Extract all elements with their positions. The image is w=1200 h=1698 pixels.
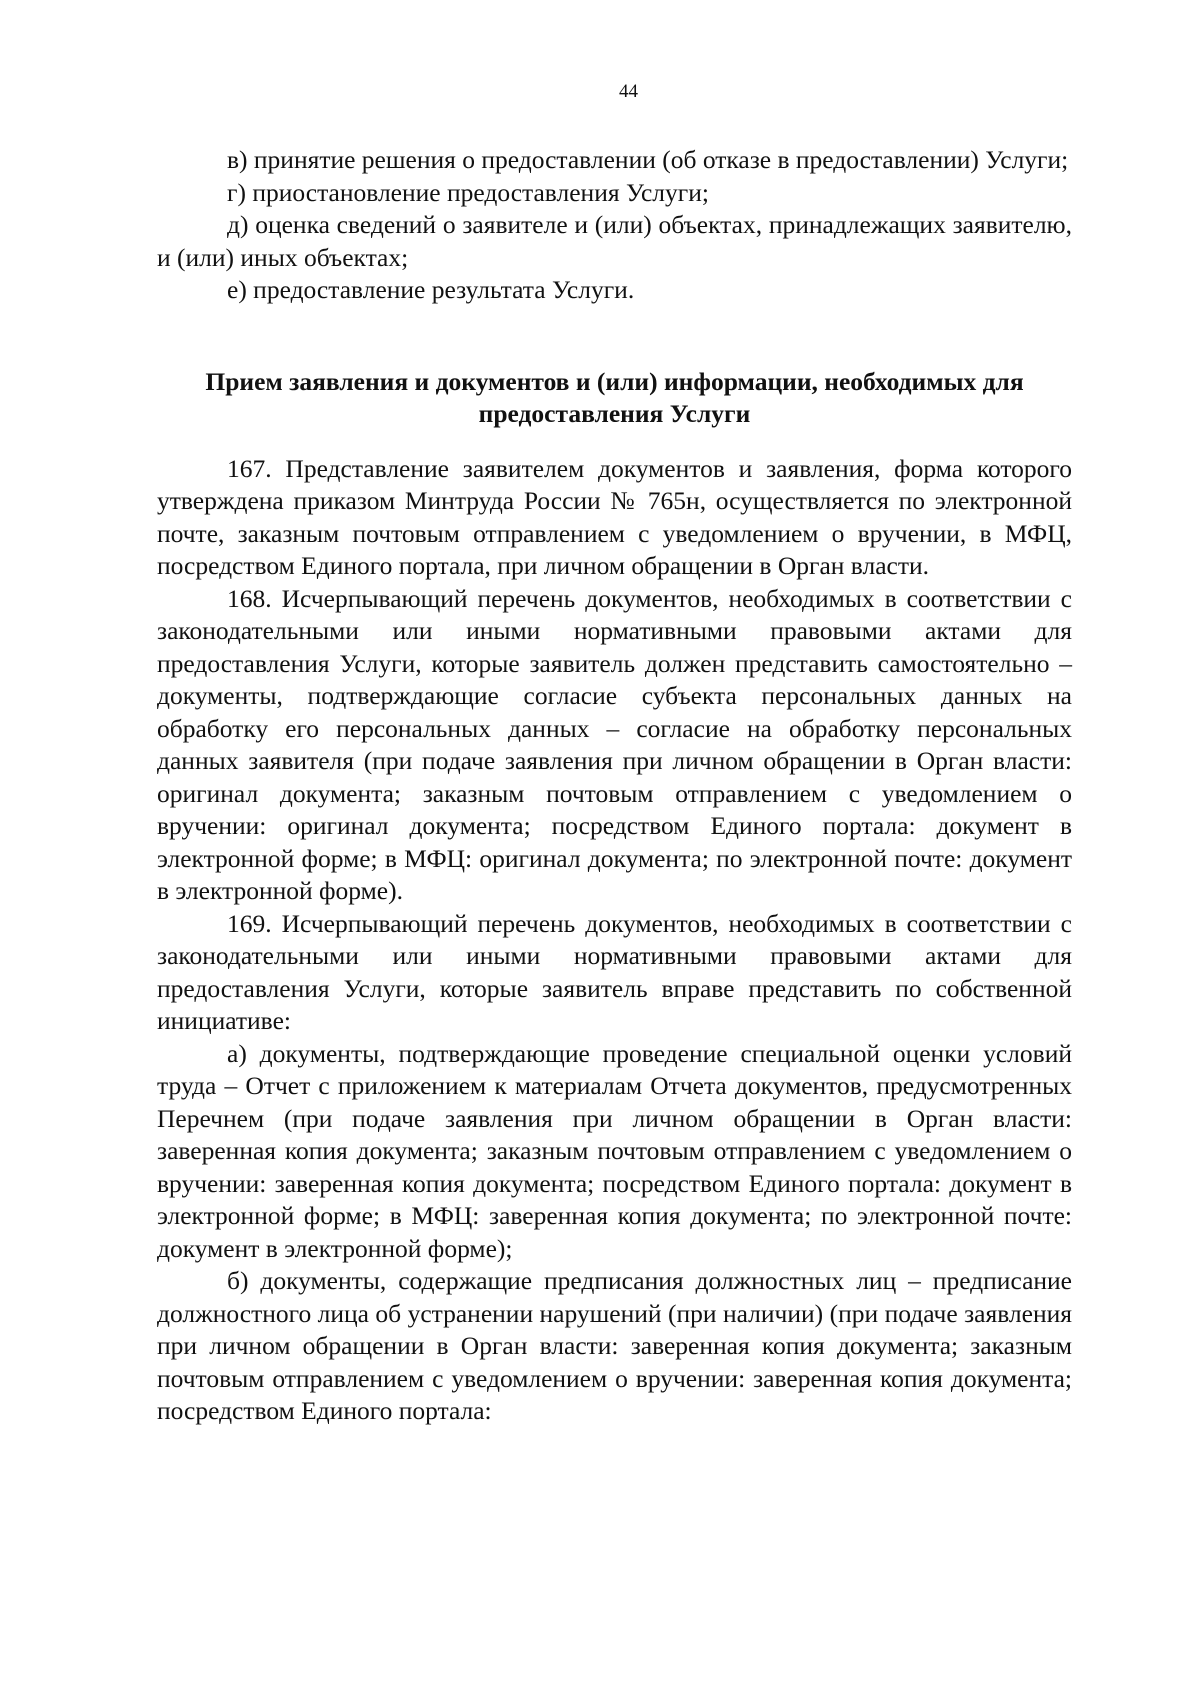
- section-heading: [157, 366, 1072, 430]
- paragraph-167: 167. Представление заявителем документов и заявления, форма которого утверждена приказом Минтруда России № 765н, осуществляется по электронной почте, заказным почтовым отправлением с уведомлением о вручении, в МФЦ, посредством Единого портала, при личном обращении в Орган власти.: [157, 453, 1072, 580]
- paragraph-169: 169. Исчерпывающий перечень документов, необходимых в соответствии с законодательными или иными нормативными правовыми актами для предоставления Услуги, которые заявитель вправе представить по собственной инициативе:: [157, 908, 1072, 1035]
- list-item-g: г) приостановление предоставления Услуги;: [227, 177, 709, 207]
- section-heading-line-1: Прием заявления и документов и (или) информации, необходимых для: [205, 366, 1024, 396]
- paragraph-168: 168. Исчерпывающий перечень документов, необходимых в соответствии с законодательными или иными нормативными правовыми актами для предоставления Услуги, которые заявитель должен представить самостоятельно – документы, подтверждающие согласие субъекта персональных данных на обработку его персональных данных – согласие на обработку персональных данных заявителя (при подаче заявления при личном обращении в Орган власти: оригинал документа; заказным почтовым отправлением с уведомлением о вручении: оригинал документа; посредством Единого портала: документ в электронной форме; в МФЦ: оригинал документа; по электронной почте: документ в электронной форме).: [157, 583, 1072, 905]
- list-item-e: е) предоставление результата Услуги.: [227, 275, 635, 304]
- list-item-v: в) принятие решения о предоставлении (об отказе в предоставлении) Услуги;: [227, 145, 1069, 174]
- list-item-d: д) оценка сведений о заявителе и (или) объектах, принадлежащих заявителю, и (или) иных объектах;: [157, 210, 1072, 272]
- paragraph-169-a: а) документы, подтверждающие проведение специальной оценки условий труда – Отчет с приложением к материалам Отчета документов, предусмотренных Перечнем (при подаче заявления при личном обращении в Орган власти: заверенная копия документа; заказным почтовым отправлением с уведомлением о вручении: заверенная копия документа; посредством Единого портала: документ в электронной форме; в МФЦ: заверенная копия документа; по электронной почте: документ в электронной форме);: [157, 1038, 1072, 1263]
- section-heading-line-2: предоставления Услуги: [478, 398, 751, 428]
- paragraph-169-b: б) документы, содержащие предписания должностных лиц – предписание должностного лица об устранении нарушений (при наличии) (при подаче заявления при личном обращении в Орган власти: заверенная копия документа; заказным почтовым отправлением с уведомлением о вручении: заверенная копия документа; посредством Единого портала:: [157, 1266, 1072, 1425]
- page-number: 44: [619, 81, 638, 102]
